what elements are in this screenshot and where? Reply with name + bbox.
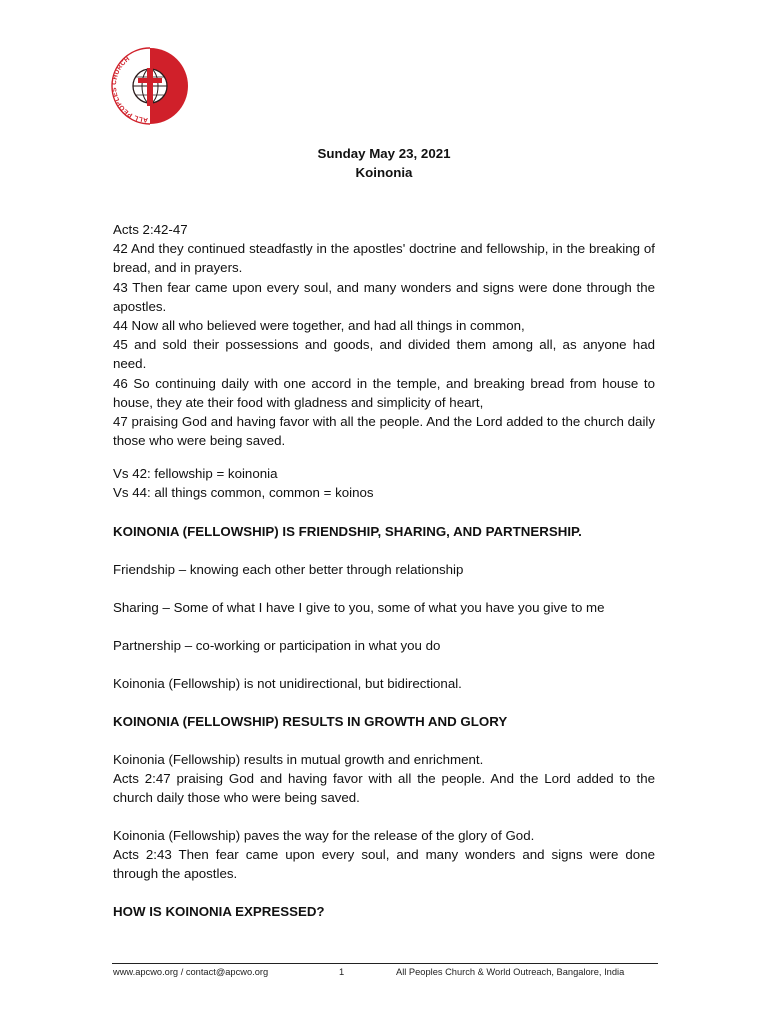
verse-46: 46 So continuing daily with one accord in the temple, and breaking bread from house to house, they ate their food with gladness and simplicity of heart, (113, 375, 655, 410)
scripture-reference: Acts 2:42-47 (113, 222, 188, 237)
footer-contact: www.apcwo.org / contact@apcwo.org (113, 967, 269, 977)
verse-47: 47 praising God and having favor with all the people. And the Lord added to the church daily those who were being saved. (113, 414, 655, 449)
verse-44: 44 Now all who believed were together, and had all things in common, (113, 318, 525, 334)
scripture-block (113, 220, 655, 450)
section-heading-growth: KOINONIA (FELLOWSHIP) RESULTS IN GROWTH AND GLORY (113, 714, 508, 729)
growth-block (113, 750, 655, 808)
note-verse-42: Vs 42: fellowship = koinonia (113, 466, 278, 481)
footer-organization: All Peoples Church & World Outreach, Bangalore, India (396, 967, 625, 977)
verse-43: 43 Then fear came upon every soul, and many wonders and signs were done through the apostles. (113, 279, 655, 314)
friendship-definition: Friendship – knowing each other better through relationship (113, 562, 464, 577)
sharing-definition: Sharing – Some of what I have I give to you, some of what you have you give to me (113, 600, 605, 615)
acts-2-47-quote: Acts 2:47 praising God and having favor with all the people. And the Lord added to the church daily those who were being saved. (113, 771, 655, 806)
partnership-definition: Partnership – co-working or participation in what you do (113, 638, 441, 653)
growth-statement: Koinonia (Fellowship) results in mutual growth and enrichment. (113, 752, 484, 767)
section-heading-friendship: KOINONIA (FELLOWSHIP) IS FRIENDSHIP, SHARING, AND PARTNERSHIP. (113, 524, 582, 539)
verse-42: 42 And they continued steadfastly in the apostles' doctrine and fellowship, in the breaking of bread, and in prayers. (113, 241, 655, 276)
glory-statement: Koinonia (Fellowship) paves the way for the release of the glory of God. (113, 828, 535, 843)
acts-2-43-quote: Acts 2:43 Then fear came upon every soul, and many wonders and signs were done through the apostles. (113, 847, 655, 882)
glory-block (113, 826, 655, 884)
section-heading-expressed: HOW IS KOINONIA EXPRESSED? (113, 904, 325, 919)
logo-text: ALL PEOPLES CHURCH (110, 55, 149, 124)
footer-divider (112, 963, 658, 964)
word-notes (113, 464, 655, 502)
bidirectional-statement: Koinonia (Fellowship) is not unidirectional, but bidirectional. (113, 676, 462, 691)
church-logo-icon (108, 44, 192, 128)
verse-45: 45 and sold their possessions and goods, and divided them among all, as anyone had need. (113, 337, 655, 372)
document-header (0, 144, 768, 182)
note-verse-44: Vs 44: all things common, common = koinos (113, 485, 374, 501)
document-title: Koinonia (355, 165, 413, 180)
document-date: Sunday May 23, 2021 (317, 146, 451, 161)
footer-page-number: 1 (339, 967, 345, 977)
